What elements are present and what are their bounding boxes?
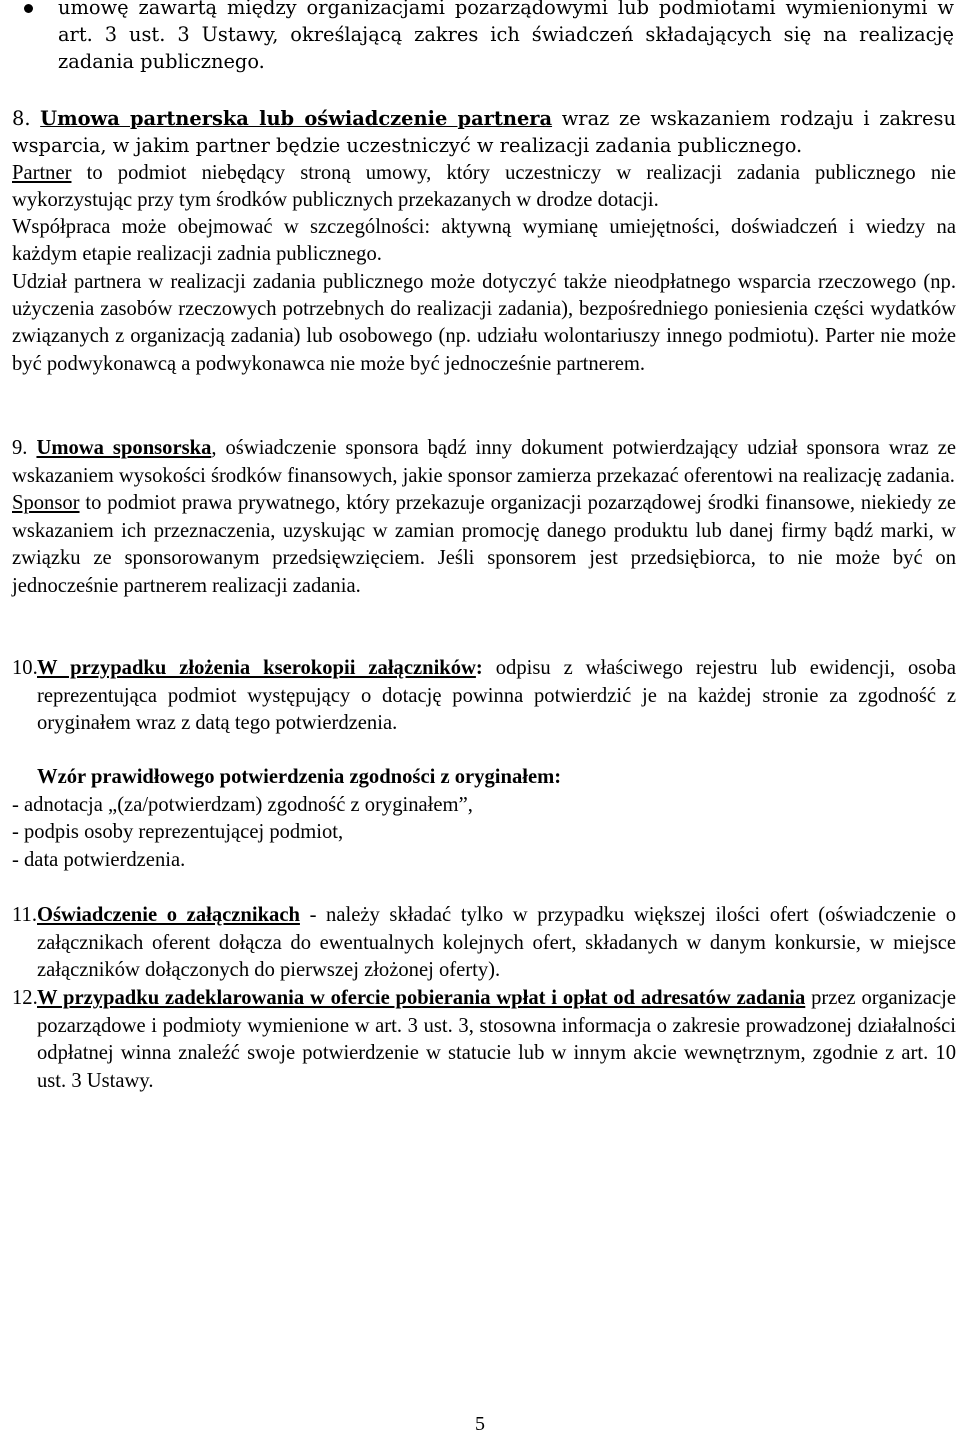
section-10-title: W przypadku złożenia kserokopii załączników: [37, 657, 476, 679]
bullet-text: umowę zawartą między organizacjami pozarządowymi lub podmiotami wymienionymi w art. 3 ust. 3 Ustawy, określającą zakres ich świadczeń składających się na realizację zadania publicznego.: [58, 0, 954, 73]
sponsor-definition-text: to podmiot prawa prywatnego, który przekazuje organizacji pozarządowej środki finansowe, niekiedy ze wskazaniem ich przeznaczenia, uzyskując w zamian promocję danego produktu lub danej firmy bądź marki, w związku ze sponsorowanym przedsięwzięciem. Jeśli sponsorem jest przedsiębiorca, to nie może być on jednocześnie partnerem realizacji zadania.: [12, 492, 956, 597]
template-item: - data potwierdzenia.: [12, 848, 186, 871]
partner-term: Partner: [12, 161, 72, 184]
template-block: [12, 764, 956, 874]
section-12-body: przez organizacje pozarządowe i podmioty wymienione w art. 3 ust. 3, stosowna informacja o zakresie prowadzonej działalności odpłatnej winna znaleźć swoje potwierdzenie w statucie lub w innym akcie wewnętrznym, zgodnie z art. 10 ust. 3 Ustawy.: [37, 987, 956, 1092]
section-10-colon: :: [475, 657, 483, 679]
section-10-body: odpisu z właściwego rejestru lub ewidencji, osoba reprezentująca podmiot występujący o dotację powinna potwierdzić je na każdej stronie za zgodność z oryginałem wraz z datą tego potwierdzenia.: [37, 657, 956, 735]
section-8-title: Umowa partnerska lub oświadczenie partnera: [40, 107, 553, 130]
template-heading: Wzór prawidłowego potwierdzenia zgodności z oryginałem:: [37, 766, 562, 788]
section-8: [12, 105, 956, 378]
section-11-text: [37, 902, 956, 985]
section-9: [12, 435, 956, 601]
section-8-intro-text: wraz ze wskazaniem rodzaju i zakresu wsparcia, w jakim partner będzie uczestniczyć w realizacji zadania publicznego.: [12, 107, 956, 158]
bullet-icon: [24, 4, 33, 13]
section-11-body: - należy składać tylko w przypadku większej ilości ofert (oświadczenie o załącznikach oferent dołącza do ewentualnych kolejnych ofert, składanych w danym konkursie, w miejsce załączników dołączonych do pierwszej złożonej oferty).: [37, 904, 956, 982]
sponsor-definition: [12, 490, 956, 600]
section-9-title: Umowa sponsorska: [36, 437, 212, 459]
cooperation-paragraph: Współpraca może obejmować w szczególności: aktywną wymianę umiejętności, doświadczeń i wiedzy na każdym etapie realizacji zadnia publicznego.: [12, 216, 956, 266]
section-8-intro: [12, 105, 956, 160]
template-item: - podpis osoby reprezentującej podmiot,: [12, 821, 344, 844]
section-12-text: [37, 985, 956, 1095]
participation-paragraph: Udział partnera w realizacji zadania publicznego może dotyczyć także nieodpłatnego wsparcia rzeczowego (np. użyczenia zasobów rzeczowych potrzebnych do realizacji zadania), bezpośredniego poniesienia części wydatków związanych z organizacją zadania) lub osobowego (np. udziału wolontariuszy innego podmiotu). Parter nie może być podwykonawcą a podwykonawca nie może być jednocześnie partnerem.: [12, 270, 956, 375]
bullet-paragraph: [58, 0, 954, 75]
section-10-number: 10.: [12, 657, 38, 679]
section-9-number: 9.: [12, 437, 28, 459]
section-11-title: Oświadczenie o załącznikach: [37, 904, 300, 926]
section-11-number: 11.: [12, 904, 37, 926]
page-number: 5: [475, 1413, 485, 1435]
sponsor-term: Sponsor: [12, 492, 80, 515]
section-12-title: W przypadku zadeklarowania w ofercie pobierania wpłat i opłat od adresatów zadania: [37, 987, 806, 1009]
section-9-intro-text: , oświadczenie sponsora bądź inny dokument potwierdzający udział sponsora wraz ze wskazaniem wysokości środków finansowych, jakie sponsor zamierza przekazać oferentowi na realizację zadania.: [12, 437, 957, 487]
section-10-text: [37, 655, 956, 738]
template-item: - adnotacja „(za/potwierdzam) zgodność z oryginałem”,: [12, 793, 473, 816]
section-9-intro: [12, 435, 956, 490]
partner-definition-text: to podmiot niebędący stroną umowy, który uczestniczy w realizacji zadania publicznego nie wykorzystując przy tym środków publicznych przekazanych w drodze dotacji.: [12, 161, 956, 211]
partner-definition: [12, 160, 956, 215]
section-8-number: 8.: [12, 107, 31, 130]
section-12-number: 12.: [12, 987, 38, 1009]
